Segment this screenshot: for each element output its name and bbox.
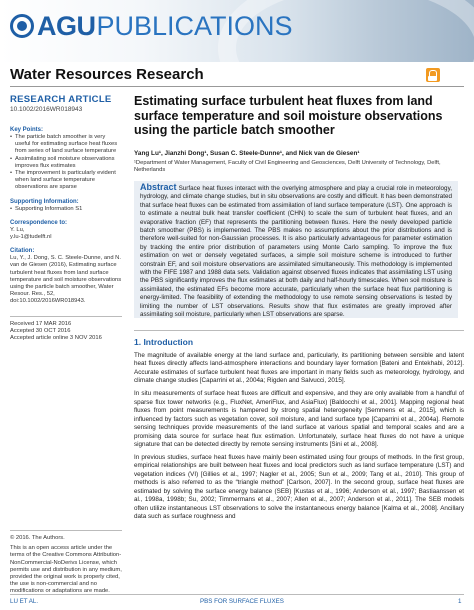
key-point-item: • The improvement is particularly evident when land surface temperature observations are sparse [10, 170, 122, 192]
key-points-list [10, 134, 122, 192]
body-paragraph: The magnitude of available energy at the land surface and, particularly, its partitioning between sensible and latent heat fluxes directly affects land-atmosphere interactions and boundary layer formation [Bateni and Entekhabi, 2012]. Accurate estimates of surface turbulent heat fluxes are important in many fields such as meteorology, hydrology, and climate change studies [Caparrini et al., 2004a; Rigden and Salvucci, 2015]. [134, 352, 464, 385]
supporting-info-heading: Supporting Information: [10, 198, 79, 205]
abstract-box [134, 181, 458, 318]
correspondence-heading: Correspondence to: [10, 219, 68, 226]
article-type: RESEARCH ARTICLE [10, 94, 112, 105]
citation-heading: Citation: [10, 248, 35, 255]
abstract-text: Surface heat fluxes interact with the overlying atmosphere and play a crucial role in meteorology, hydrology, and climate change studies, but in situ observations are costly and difficult. It has been demonstrated that surface heat fluxes can be estimated from assimilation of land surface temperature (LST). One approach is to estimate a neutral bulk heat transfer coefficient (CHN) to scale the sum of turbulent heat fluxes, and an evaporative fraction (EF) that represents the partitioning between fluxes. Here the newly developed particle batch smoother (PBS) is implemented. The PBS makes no assumptions about the prior distributions and is therefore well-suited for non-Gaussian processes. It is also particularly advantageous for parameter estimation by tracking the entire prior distribution of parameters using Monte Carlo sampling. To improve the flux estimation on wet or densely vegetated surfaces, a simple soil moisture scheme is introduced to further constrain EF, and soil moisture observations are assimilated simultaneously. This methodology is implemented with the FIFE 1987 and 1988 data sets. Validation against observed fluxes indicates that assimilating LST using the PBS significantly improves the flux estimates at both daily and half-hourly timescales. When soil moisture is assimilated, the estimated EFs become more accurate, particularly when the surface heat flux partitioning is energy-limited. The feasibility of extending the methodology to use remote sensing observations is tested by limiting the number of LST observations. Results show that flux estimates are greatly improved after assimilating soil moisture, particularly when LST observations are sparse. [140, 185, 452, 319]
agu-globe-icon [10, 14, 34, 38]
copyright-text: © 2016. The Authors. [10, 535, 65, 541]
license-block [10, 530, 122, 596]
accepted-date: Accepted 30 OCT 2016 [10, 327, 71, 334]
publisher-banner [0, 0, 474, 62]
footer-divider [10, 594, 464, 595]
correspondence-name: Y. Lu, [10, 226, 25, 233]
article-authors: Yang Lu¹, Jianzhi Dong¹, Susan C. Steele-Dunne¹, and Nick van de Giesen¹ [134, 150, 360, 157]
article-sidebar [10, 94, 122, 342]
section-title: 1. Introduction [134, 337, 194, 347]
abstract-paragraph [140, 183, 452, 320]
logo-publications-text: PUBLICATIONS [96, 10, 293, 41]
abstract-label: Abstract [140, 182, 177, 192]
license-divider [10, 530, 122, 531]
body-paragraph: In situ measurements of surface heat fluxes are difficult and expensive, and they are only available from a handful of sparse flux tower networks (e.g., FluxNet, AmeriFlux, and AsiaFlux) [Baldocchi et al., 2001]. Mapping regional heat fluxes from point measurements is hampered by strong spatial heterogeneity [Semmens et al., 2015], which is influenced by factors such as vegetation cover, soil moisture, and land surface type [Caparrini et al., 2004a]. Remote sensing techniques provide measurements of the land surface at various spatial and temporal scales and are a promising data source for surface heat flux estimation. Unfortunately, surface heat fluxes do not have a unique signature that can be detected directly by remote sensing instruments [Sini et al., 2008]. [134, 390, 464, 449]
logo-agu-text: AGU [37, 10, 96, 41]
body-paragraph: In previous studies, surface heat fluxes have mainly been estimated using four groups of methods. In the first group, empirical relationships are built between heat fluxes and local predictors such as land surface temperature (LST) and vegetation indices (VI) [Gillies et al., 1997; Nagler et al., 2005; Sun et al., 2009; Tang et al., 2010]. This group of methods is also referred to as the “triangle method” [Carlson, 2007]. In the second group, surface heat fluxes are estimated by solving the surface energy balance (SEB) [Kustas et al., 1996; Anderson et al., 1997; Bastiaanssen et al., 1998a, 1998b; Su, 2002; Timmermans et al., 2007; Allen et al., 2007; Anderson et al., 2011]. The SEB models often utilize instantaneous LST observations to solve the instantaneous energy balance [Kalma et al., 2008]. Ancillary data such as surface roughness and [134, 453, 464, 521]
correspondence-email[interactable]: y.lu-1@tudelft.nl [10, 234, 52, 241]
article-doi[interactable]: 10.1002/2016WR018943 [10, 106, 83, 113]
article-title: Estimating surface turbulent heat fluxes from land surface temperature and soil moisture observations using the particle batch smoother [134, 94, 443, 137]
section-divider [134, 330, 464, 331]
citation-text: Lu, Y., J. Dong, S. C. Steele-Dunne, and N. van de Giesen (2016), Estimating surface turbulent heat fluxes from land surface temperature and soil moisture observations using the particle batch smoother, Water Resour. Res., 52, doi:10.1002/2016WR018943. [10, 255, 122, 305]
footer-authors: LU ET AL. [10, 598, 39, 605]
received-date: Received 17 MAR 2016 [10, 320, 72, 327]
supporting-info-link[interactable]: • Supporting Information S1 [10, 206, 122, 213]
journal-title[interactable]: Water Resources Research [10, 66, 204, 83]
agu-publications-logo[interactable] [10, 9, 293, 43]
key-point-item: • The particle batch smoother is very useful for estimating surface heat fluxes from series of land surface temperature [10, 134, 122, 156]
footer-page-number: 1 [458, 598, 462, 605]
author-affiliation: ¹Department of Water Management, Faculty of Civil Engineering and Geosciences, Delft University of Technology, Delft, Netherlands [134, 160, 441, 173]
online-date: Accepted article online 3 NOV 2016 [10, 335, 102, 342]
footer-running-title: PBS FOR SURFACE FLUXES [200, 598, 284, 605]
journal-divider [10, 86, 464, 87]
license-text: This is an open access article under the terms of the Creative Commons Attribution-NonCommercial-NoDerivs License, which permits use and distribution in any medium, provided the original work is properly cited, the use is non-commercial and no modifications or adaptations are made. [10, 545, 122, 595]
key-point-item: • Assimilating soil moisture observations improves flux estimates [10, 156, 122, 170]
sidebar-divider [10, 316, 122, 317]
supporting-info-list [10, 206, 122, 213]
article-body [134, 352, 464, 526]
open-access-lock-icon [426, 68, 440, 82]
key-points-heading: Key Points: [10, 127, 44, 133]
